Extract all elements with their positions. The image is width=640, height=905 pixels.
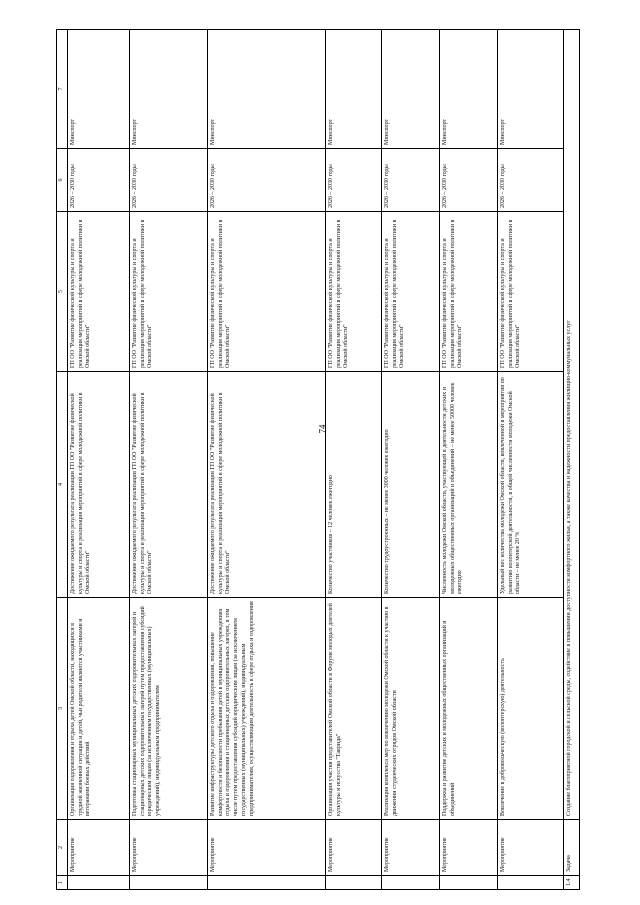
task-type: Задача (563, 820, 579, 876)
cell-type: Мероприятие (381, 820, 439, 876)
table-row (67, 30, 129, 890)
cell-num (439, 876, 497, 890)
cell-name: Поддержка и развитие детских и молодежных общественных организаций и объединений (439, 598, 497, 820)
table-row (129, 30, 207, 890)
cell-name: Реализация комплекса мер по вовлечению молодежи Омской области к участию в движении студенческих отрядов Омской области (381, 598, 439, 820)
cell-name: Организация участия представителей Омской области в Форуме молодых деятелей культуры и искусства "Таврида" (325, 598, 381, 820)
cell-period: 2026 – 2030 годы (439, 149, 497, 212)
table-row (207, 30, 325, 890)
cell-result: Численность молодежи Омской области, участвующей в деятельности детских и молодежных общественных организаций и объединений – не менее 50000 человек ежегодно (439, 372, 497, 598)
cell-type: Мероприятие (207, 820, 325, 876)
cell-result: Достижение ожидаемого результата реализации ГП ОО "Развитие физической культуры и спорта и реализация мероприятий в сфере молодежной политики в Омской области" (129, 372, 207, 598)
cell-executor: Минспорт (381, 30, 439, 149)
table-row (439, 30, 497, 890)
cell-result: Количество трудоустроенных – не менее 3000 человек ежегодно (381, 372, 439, 598)
cell-period: 2026 – 2030 годы (67, 149, 129, 212)
cell-executor: Минспорт (325, 30, 381, 149)
cell-period: 2026 – 2030 годы (497, 149, 563, 212)
task-row (563, 30, 579, 890)
cell-program: ГП ОО "Развитие физической культуры и спорта и реализация мероприятий в сфере молодежной политики в Омской области" (67, 212, 129, 372)
cell-program: ГП ОО "Развитие физической культуры и спорта и реализация мероприятий в сфере молодежной политики в Омской области" (439, 212, 497, 372)
cell-name: Вовлечение в добровольческую (волонтерскую) деятельность (497, 598, 563, 820)
cell-name: Развитие инфраструктуры детского отдыха и оздоровления, повышение комфортности и безопасности пребывания детей в муниципальных учреждениях отдыха и оздоровления и стационарных детских оздоровительных лагерях, в том числе путем предоставления субсидий юридическим лицам (за исключением государственных (муниципальных) учреждений), индивидуальным предпринимателям, осуществляющим деятельность в сфере отдыха и оздоровления (207, 598, 325, 820)
cell-period: 2026 – 2030 годы (325, 149, 381, 212)
cell-num (325, 876, 381, 890)
header-cell: 3 (57, 598, 68, 820)
cell-type: Мероприятие (497, 820, 563, 876)
cell-program: ГП ОО "Развитие физической культуры и спорта и реализация мероприятий в сфере молодежной политики в Омской области" (381, 212, 439, 372)
measures-table (56, 29, 580, 890)
cell-program: ГП ОО "Развитие физической культуры и спорта и реализация мероприятий в сфере молодежной политики в Омской области" (129, 212, 207, 372)
rotated-table-sheet (56, 30, 576, 890)
cell-executor: Минспорт (439, 30, 497, 149)
cell-executor: Минспорт (129, 30, 207, 149)
header-cell: 7 (57, 30, 68, 149)
cell-period: 2026 – 2030 годы (129, 149, 207, 212)
cell-name: Организация оздоровления и отдыха детей Омской области, находящихся в трудной жизненной ситуации и детей, чьи родители являются участниками и ветеранами боевых действий (67, 598, 129, 820)
cell-executor: Минспорт (497, 30, 563, 149)
header-cell: 2 (57, 820, 68, 876)
task-text: Создание благоприятной городской и сельской среды, содействие в повышении доступности комфортного жилья, а также качества и надежности предоставления жилищно-коммунальных услуг (563, 30, 579, 820)
cell-executor: Минспорт (67, 30, 129, 149)
cell-type: Мероприятие (325, 820, 381, 876)
cell-type: Мероприятие (439, 820, 497, 876)
cell-result: Удельный вес количества молодежи Омской области, вовлеченной в мероприятия по развитию волонтерской деятельности, в общей численности молодежи Омской области – не менее 20 % (497, 372, 563, 598)
cell-num (67, 876, 129, 890)
table-row (497, 30, 563, 890)
cell-period: 2026 – 2030 годы (381, 149, 439, 212)
cell-type: Мероприятие (67, 820, 129, 876)
cell-name: Подготовка стационарных муниципальных детских оздоровительных лагерей и стационарных детских оздоровительных лагерей путем предоставления субсидий юридическим лицам (за исключением государственных (муниципальных) учреждений), индивидуальным предпринимателям (129, 598, 207, 820)
cell-num (129, 876, 207, 890)
header-cell: 5 (57, 212, 68, 372)
cell-program: ГП ОО "Развитие физической культуры и спорта и реализация мероприятий в сфере молодежной политики в Омской области" (325, 212, 381, 372)
cell-period: 2026 – 2030 годы (207, 149, 325, 212)
cell-result: Достижение ожидаемого результата реализации ГП ОО "Развитие физической культуры и спорта и реализация мероприятий в сфере молодежной политики в Омской области" (67, 372, 129, 598)
header-row (57, 30, 68, 890)
header-cell: 4 (57, 372, 68, 598)
cell-num (381, 876, 439, 890)
cell-result: Достижение ожидаемого результата реализации ГП ОО "Развитие физической культуры и спорта и реализация мероприятий в сфере молодежной политики в Омской области" (207, 372, 325, 598)
table-row (381, 30, 439, 890)
page-number: 74 (317, 424, 328, 434)
cell-type: Мероприятие (129, 820, 207, 876)
table-row (325, 30, 381, 890)
cell-executor: Минспорт (207, 30, 325, 149)
cell-program: ГП ОО "Развитие физической культуры и спорта и реализация мероприятий в сфере молодежной политики в Омской области" (497, 212, 563, 372)
cell-program: ГП ОО "Развитие физической культуры и спорта и реализация мероприятий в сфере молодежной политики в Омской области" (207, 212, 325, 372)
cell-num (497, 876, 563, 890)
cell-result: Количество участников – 12 человек ежегодно (325, 372, 381, 598)
header-cell: 6 (57, 149, 68, 212)
header-cell: 1 (57, 876, 68, 890)
task-num: 1.4 (563, 876, 579, 890)
cell-num (207, 876, 325, 890)
